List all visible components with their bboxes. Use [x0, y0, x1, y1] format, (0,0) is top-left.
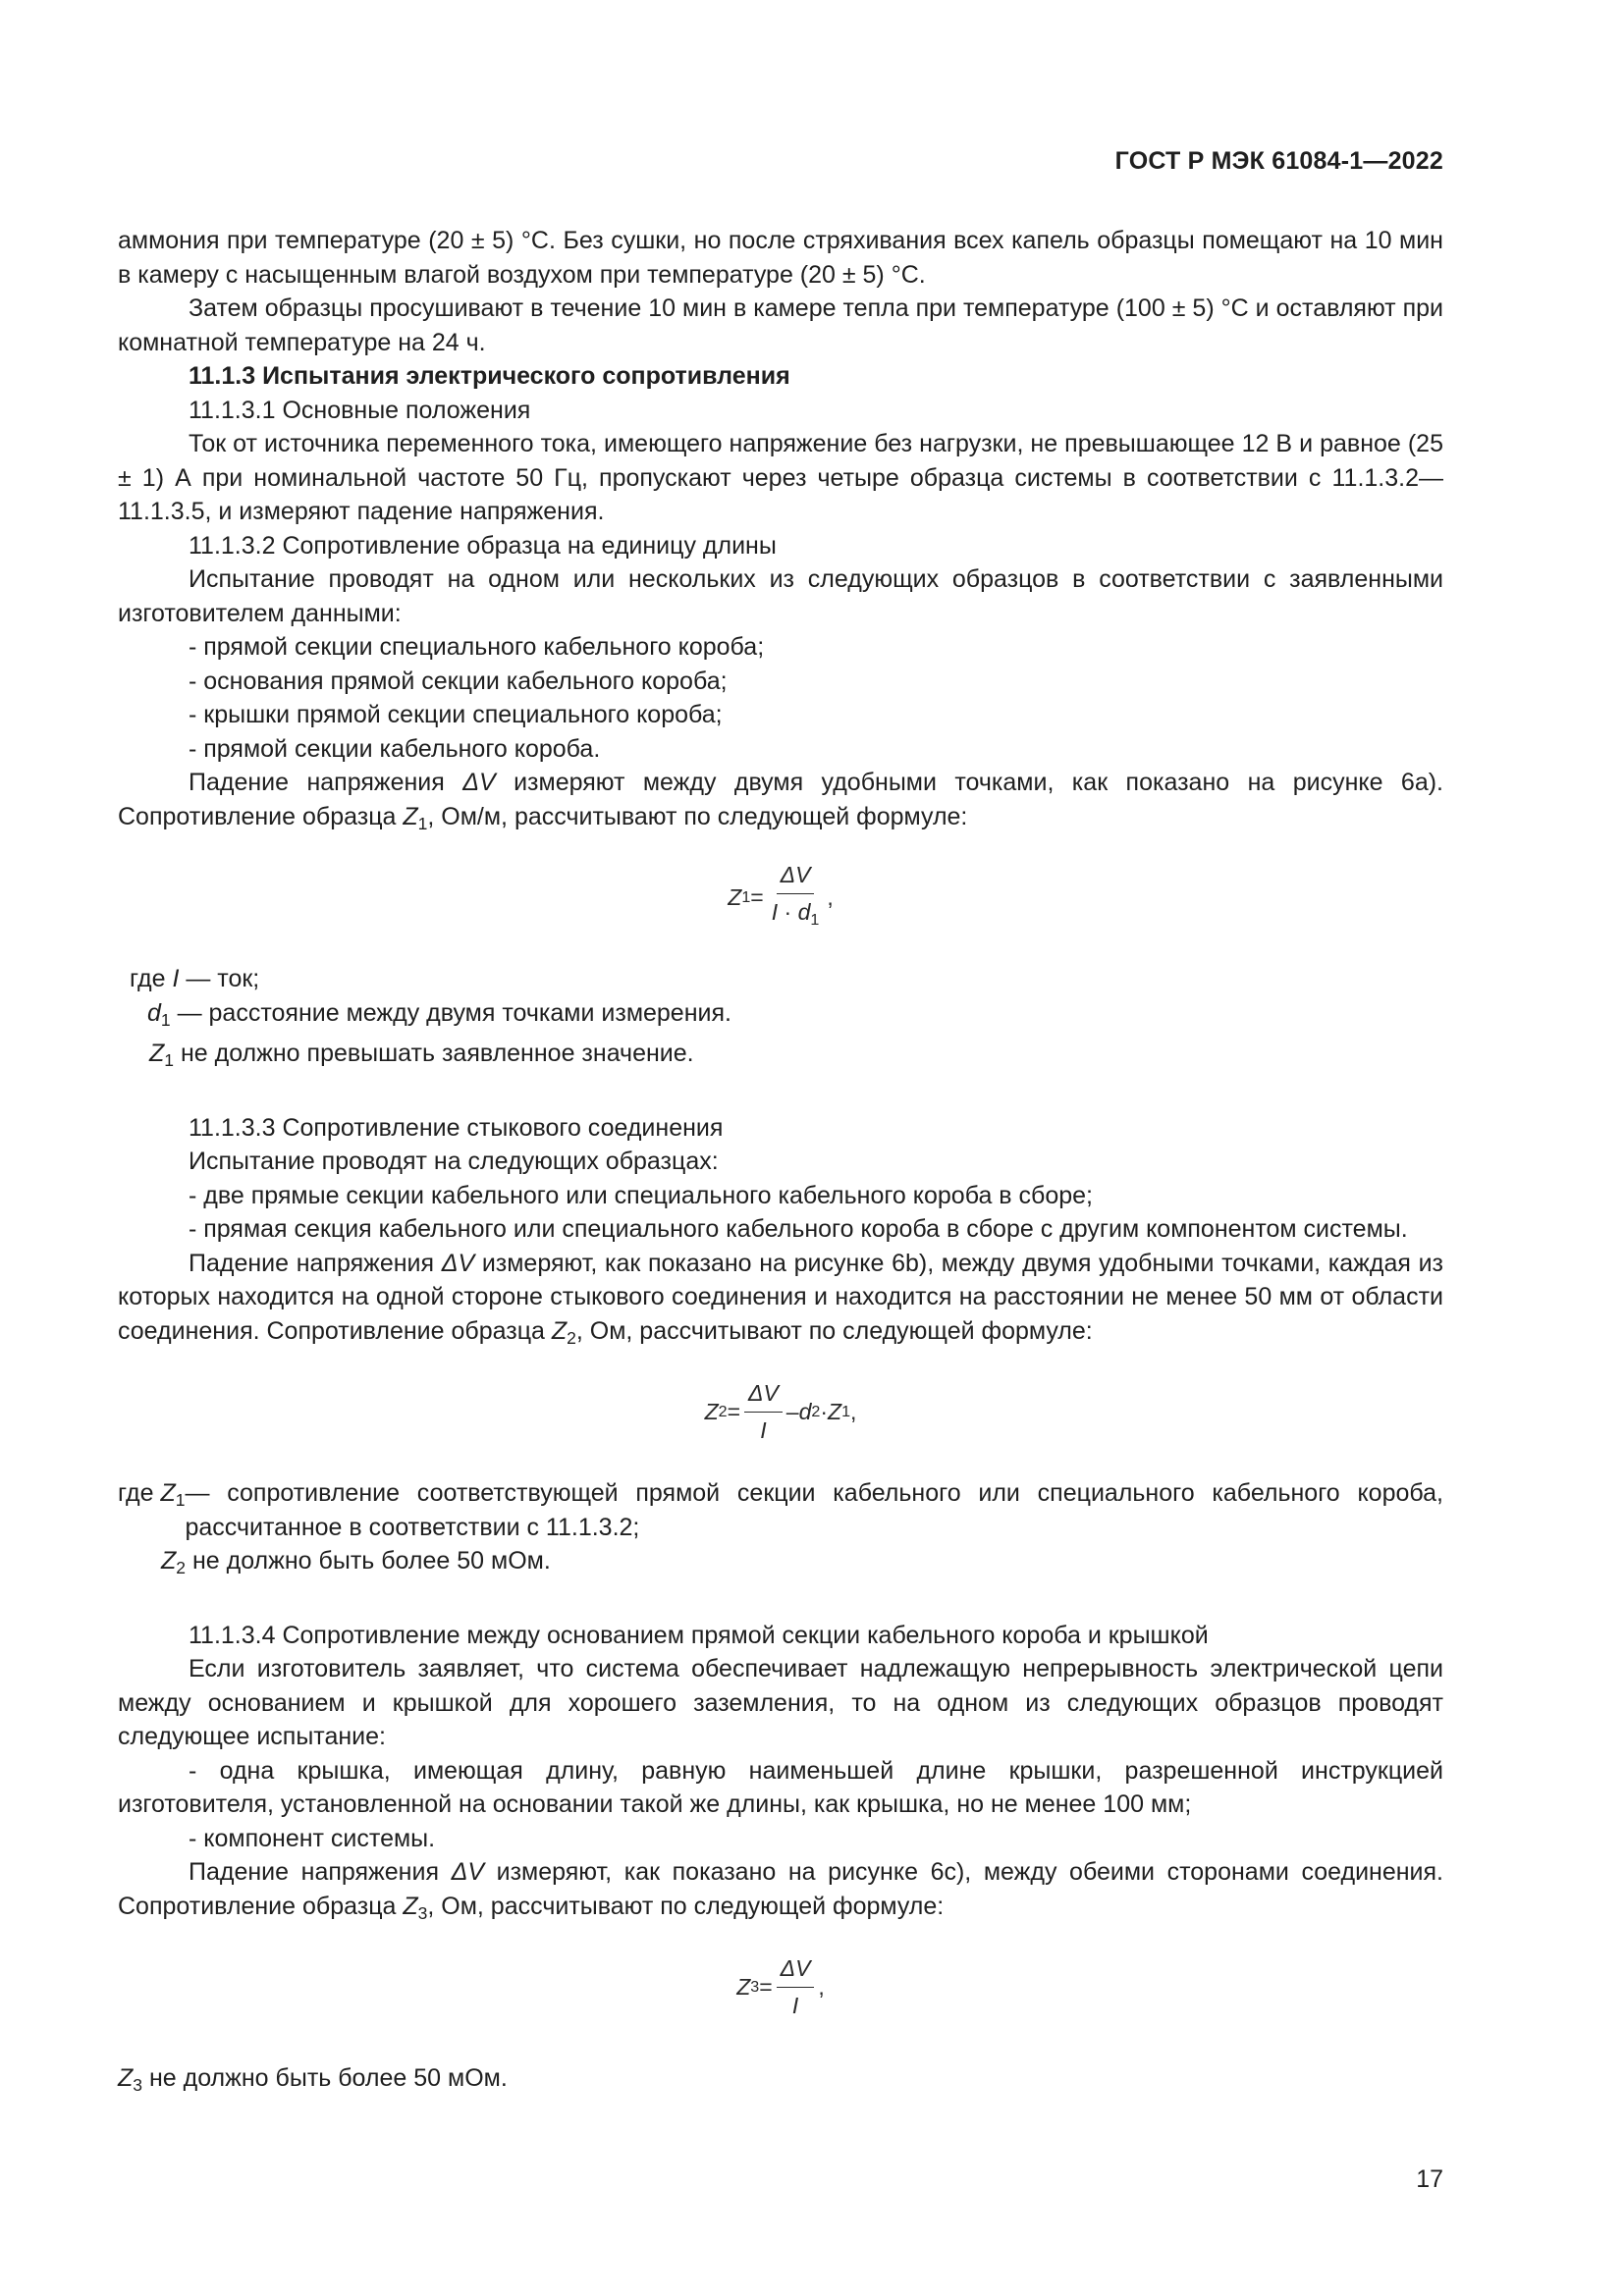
- final-statement: $Z_3$ не должно быть более 50 мОм.: [118, 2064, 508, 2095]
- paragraph-figure-6c: Падение напряжения ΔV измеряют, как показано на рисунке 6c), между обеими сторонами соединения. Сопротивление образца $Z_3$, Ом, рассчитывают по следующей формуле:: [118, 1858, 1443, 1923]
- subsection-heading-11-1-3-2: 11.1.3.2 Сопротивление образца на единицу длины: [189, 531, 777, 560]
- delta-v-symbol: ΔV: [451, 1858, 485, 1886]
- list-item: - одна крышка, имеющая длину, равную наименьшей длине крышки, разрешенной инструкцией изготовителя, установленной на основании такой же длины, как крышка, но не менее 100 мм;: [118, 1756, 1443, 1818]
- paragraph-11-1-3-4: Если изготовитель заявляет, что система обеспечивает надлежащую непрерывность электрической цепи между основанием и крышкой для хорошего заземления, то на одном из следующих образцов проводят следующее испытание:: [118, 1655, 1443, 1750]
- document-body: [118, 224, 1443, 2103]
- z2-symbol: Z: [551, 1316, 568, 1345]
- list-item: - прямой секции специального кабельного короба;: [189, 633, 765, 661]
- fraction: $\frac{\Delta V}{I}$: [777, 1951, 815, 2022]
- subsection-heading-11-1-3-1: 11.1.3.1 Основные положения: [189, 396, 531, 424]
- fraction: $\frac{\Delta V}{I \cdot d_1}$: [768, 858, 824, 936]
- paragraph-11-1-3-2: Испытание проводят на одном или нескольких из следующих образцов в соответствии с заявленными изготовителем данными:: [118, 565, 1443, 627]
- paragraph-intro-1: аммония при температуре (20 ± 5) °С. Без сушки, но после стряхивания всех капель образцы помещают на 10 мин в камеру с насыщенным влагой воздухом при температуре (20 ± 5) °С.: [118, 227, 1443, 289]
- delta-v-symbol: ΔV: [462, 769, 496, 796]
- list-item: - прямая секция кабельного или специального кабельного короба в сборе с другим компонентом системы.: [189, 1215, 1408, 1243]
- where-block-2: где $Z_1$ — сопротивление соответствующей прямой секции кабельного или специального кабельного короба, рассчитанное в соответствии с 11.1.3.2; $Z_2$ не должно быть более 50 мОм.: [118, 1479, 1443, 1577]
- paragraph-11-1-3-1: Ток от источника переменного тока, имеющего напряжение без нагрузки, не превышающее 12 В и равное (25 ± 1) А при номинальной частоте 50 Гц, пропускают через четыре образца системы в соответствии с 11.1.3.2—11.1.3.5, и измеряют падение напряжения.: [118, 430, 1443, 525]
- standard-header: ГОСТ Р МЭК 61084-1—2022: [1114, 147, 1443, 175]
- section-heading-11-1-3: 11.1.3 Испытания электрического сопротивления: [189, 362, 790, 390]
- list-item: - две прямые секции кабельного или специального кабельного короба в сборе;: [189, 1181, 1093, 1209]
- list-item: - крышки прямой секции специального короба;: [189, 701, 723, 728]
- formula-z2: Z 2 = $\frac{\Delta V}{I}$ – d 2 · Z 1 ,: [118, 1361, 1443, 1463]
- formula-z1: Z 1 = $\frac{\Delta V}{I \cdot d_1}$ ,: [118, 846, 1443, 948]
- list-item: - компонент системы.: [189, 1824, 436, 1852]
- z1-symbol: Z: [403, 802, 418, 830]
- paragraph-figure-6a: Падение напряжения ΔV измеряют между двумя удобными точками, как показано на рисунке 6a). Сопротивление образца $Z_1$, Ом/м, рассчитывают по следующей формуле:: [118, 769, 1443, 833]
- where-block-1: где I — ток; $d_1$ — расстояние между двумя точками измерения. $Z_1$ не должно превышать заявленное значение.: [130, 965, 731, 1070]
- list-item: - прямой секции кабельного короба.: [189, 734, 601, 763]
- page-number: 17: [1416, 2165, 1443, 2193]
- fraction: $\frac{\Delta V}{I}$: [744, 1376, 783, 1447]
- formula-z3: Z 3 = $\frac{\Delta V}{I}$ ,: [118, 1936, 1443, 2038]
- paragraph-intro-2: Затем образцы просушивают в течение 10 мин в камере тепла при температуре (100 ± 5) °С и оставляют при комнатной температуре на 24 ч.: [118, 294, 1443, 356]
- subsection-heading-11-1-3-3: 11.1.3.3 Сопротивление стыкового соединения: [189, 1113, 724, 1142]
- paragraph-11-1-3-3: Испытание проводят на следующих образцах:: [189, 1148, 719, 1175]
- paragraph-figure-6b: Падение напряжения ΔV измеряют, как показано на рисунке 6b), между двумя удобными точками, каждая из которых находится на одной стороне стыкового соединения и находится на расстоянии не менее 50 мм от области соединения. Сопротивление образца $Z_2$, Ом, рассчитывают по следующей формуле:: [118, 1249, 1443, 1348]
- list-item: - основания прямой секции кабельного короба;: [189, 667, 728, 695]
- z3-symbol: Z: [403, 1892, 418, 1920]
- delta-v-symbol: ΔV: [441, 1249, 475, 1277]
- subsection-heading-11-1-3-4: 11.1.3.4 Сопротивление между основанием прямой секции кабельного короба и крышкой: [189, 1621, 1209, 1649]
